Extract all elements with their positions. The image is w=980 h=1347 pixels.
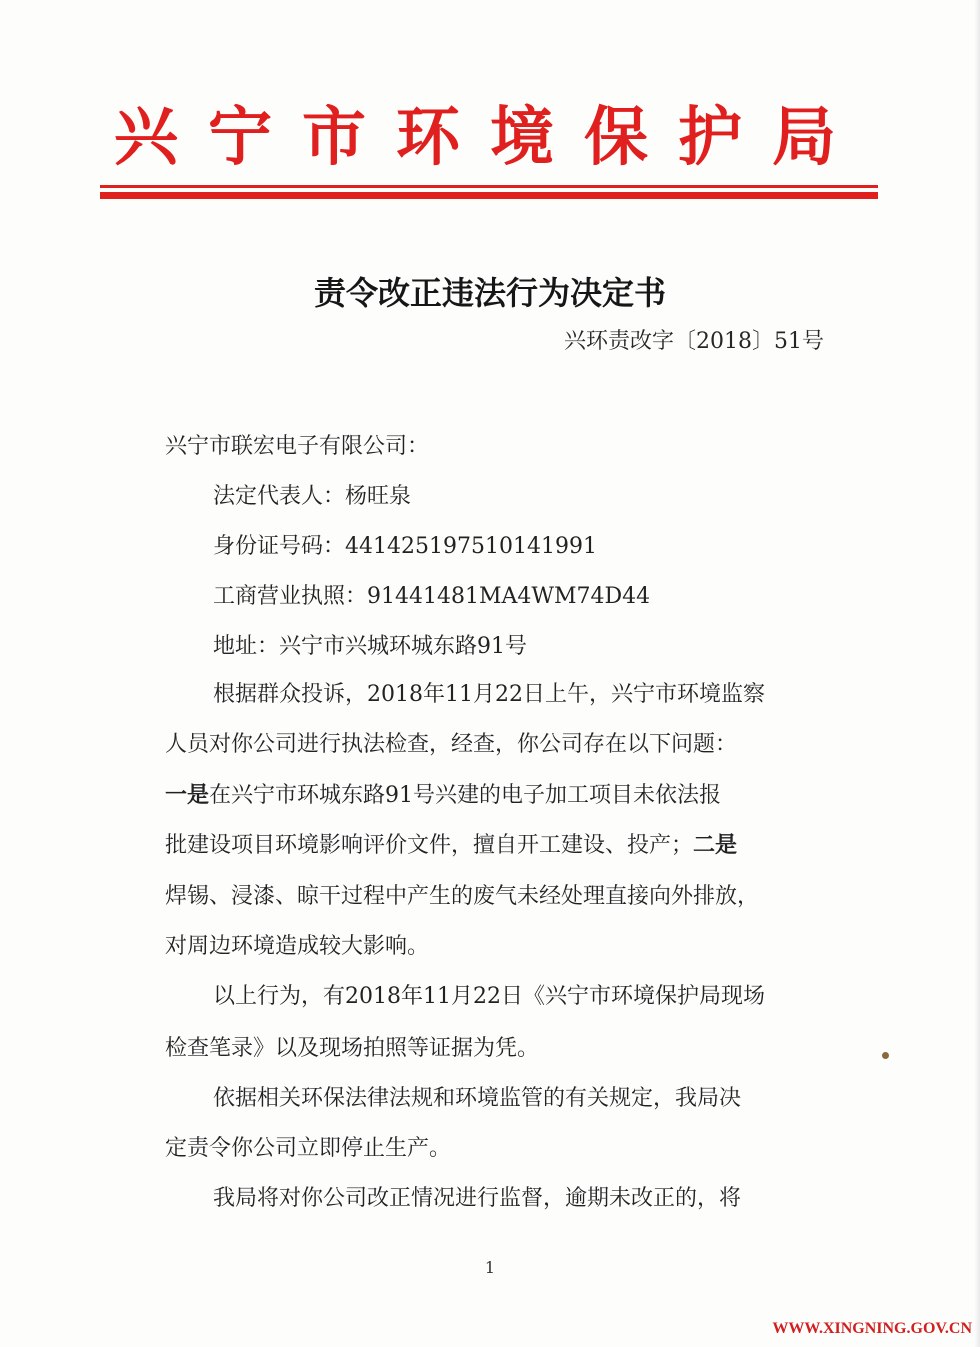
body-p3-line2: 定责令你公司立即停止生产。 [165,1136,452,1161]
body-p1-line1: 根据群众投诉，2018年11月22日上午，兴宁市环境监察 [213,682,765,707]
document-title: 责令改正违法行为决定书 [313,274,666,312]
ink-speck [882,1052,889,1059]
website-watermark: WWW.XINGNING.GOV.CN [772,1320,972,1337]
body-p1-line5: 焊锡、浸漆、晾干过程中产生的废气未经处理直接向外排放， [165,884,760,909]
body-p1-line3 [165,780,721,811]
agency-masthead: 兴宁市环境保护局 [114,100,866,175]
body-p1-line6: 对周边环境造成较大影响。 [165,934,430,959]
masthead-rule-thin [100,185,878,188]
point-one-text: 在兴宁市环城东路91号兴建的电子加工项目未依法报 [209,783,722,808]
document-number: 兴环责改字〔2018〕51号 [564,329,824,354]
legal-representative: 法定代表人：杨旺泉 [213,484,412,509]
masthead-rule-thick [100,192,878,199]
address: 地址：兴宁市兴城环城东路91号 [213,634,527,659]
body-p2-line1: 以上行为，有2018年11月22日《兴宁市环境保护局现场 [213,984,765,1009]
body-p1-line2: 人员对你公司进行执法检查，经查，你公司存在以下问题： [165,732,738,757]
business-license: 工商营业执照：91441481MA4WM74D44 [213,584,651,609]
id-number: 身份证号码：441425197510141991 [213,534,597,559]
body-p3-line1: 依据相关环保法律法规和环境监管的有关规定，我局决 [213,1086,742,1111]
body-p2-line2: 检查笔录》以及现场拍照等证据为凭。 [165,1036,540,1061]
recipient-company: 兴宁市联宏电子有限公司： [165,434,430,459]
point-two-label: 二是 [693,832,738,858]
point-one-label: 一是 [165,782,210,808]
scan-edge-shadow [974,0,980,1347]
point-one-text-cont: 批建设项目环境影响评价文件，擅自开工建设、投产； [165,833,694,858]
body-p4-line1: 我局将对你公司改正情况进行监督，逾期未改正的，将 [213,1186,742,1211]
page-number: 1 [484,1258,496,1277]
body-p1-line4 [165,830,737,861]
